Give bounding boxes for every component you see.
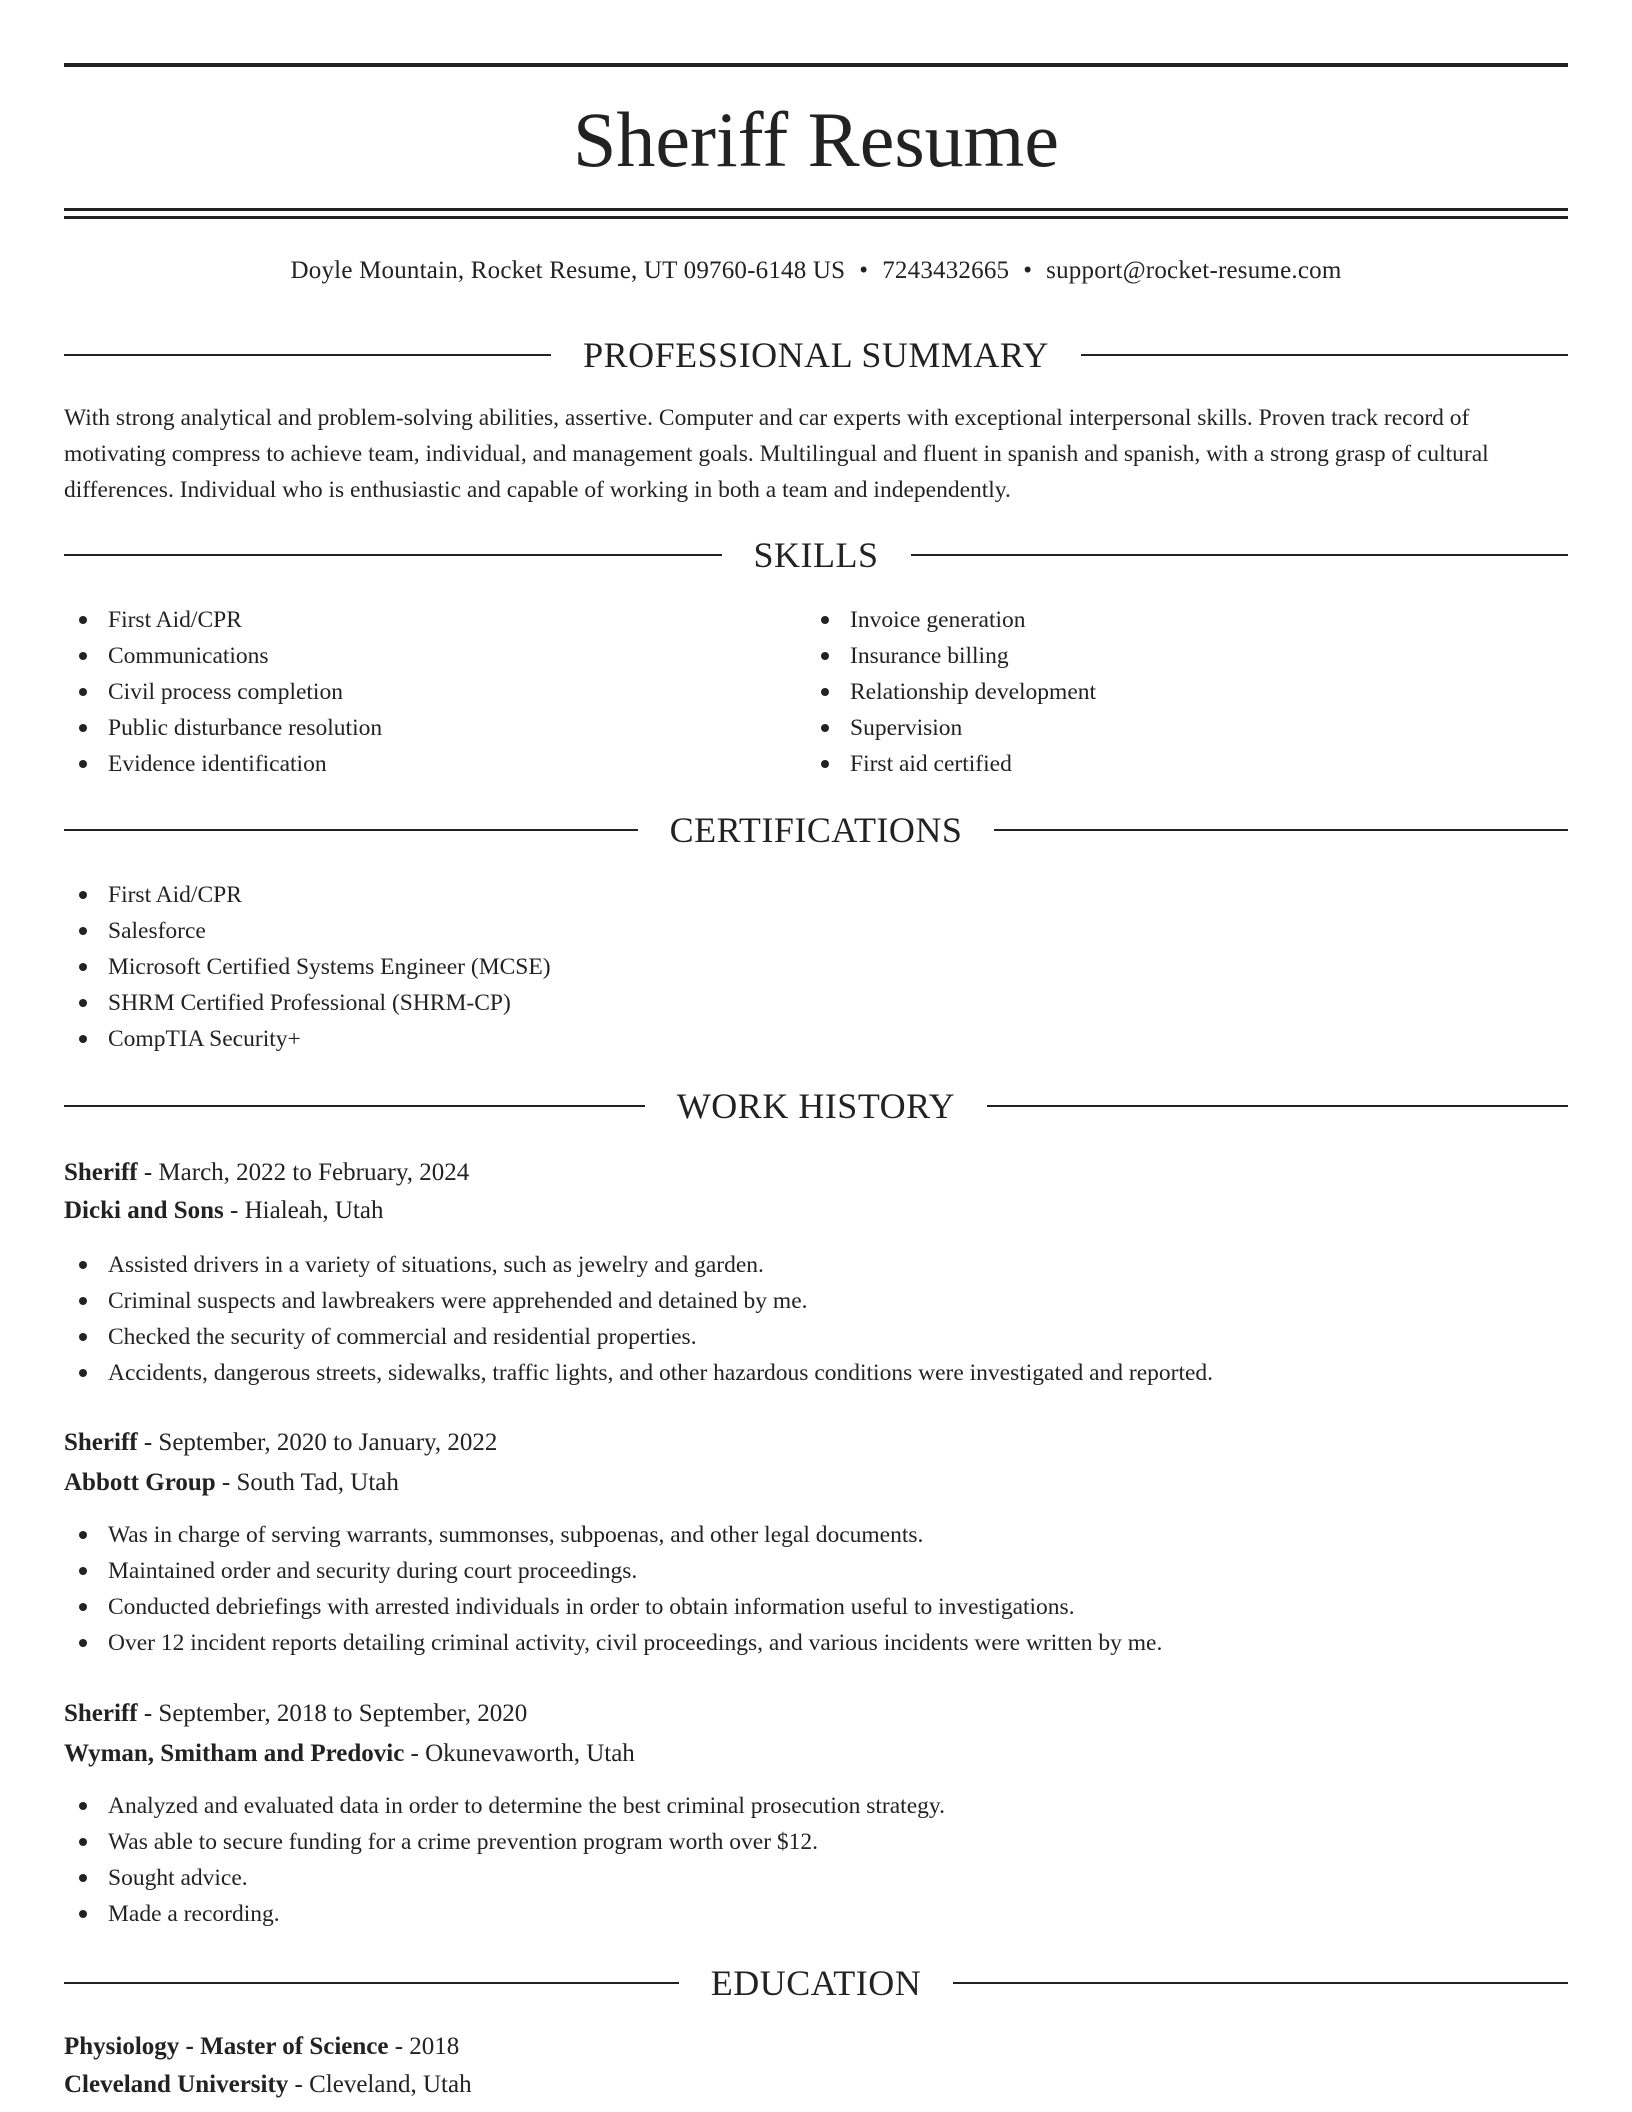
list-item: Conducted debriefings with arrested individuals in order to obtain information useful to investigations. [64,1589,1568,1625]
skills-list-right [806,602,1546,782]
heading-rule-left [64,354,551,356]
company-name: Abbott Group [64,1469,216,1496]
top-rule [64,63,1568,67]
list-item: Accidents, dangerous streets, sidewalks, traffic lights, and other hazardous conditions were investigated and reported. [64,1355,1568,1391]
list-item: CompTIA Security+ [64,1021,1568,1057]
certifications-list [64,877,1568,1057]
section-title: SKILLS [753,535,879,575]
list-item: Relationship development [806,674,1546,710]
list-item: Checked the security of commercial and residential properties. [64,1319,1568,1355]
list-item: First Aid/CPR [64,602,804,638]
job-duties-list [64,1788,1568,1932]
separator-dot: • [1023,257,1033,284]
heading-rule-left [64,1982,679,1984]
job-dates: - September, 2018 to September, 2020 [137,1700,528,1727]
job-dates: - September, 2020 to January, 2022 [137,1429,498,1456]
list-item: Assisted drivers in a variety of situations, such as jewelry and garden. [64,1247,1568,1283]
graduation-year: - 2018 [388,2033,460,2060]
list-item: Was able to secure funding for a crime prevention program worth over $12. [64,1824,1568,1860]
section-heading-work-history [64,1084,1568,1128]
section-title: EDUCATION [710,1963,922,2003]
list-item: Evidence identification [64,746,804,782]
list-item: First Aid/CPR [64,877,1568,913]
job-company-line [64,1736,1568,1772]
heading-rule-right [1081,354,1568,356]
list-item: Insurance billing [806,638,1546,674]
list-item: Made a recording. [64,1896,1568,1932]
list-item: Criminal suspects and lawbreakers were apprehended and detained by me. [64,1283,1568,1319]
list-item: Microsoft Certified Systems Engineer (MCSE) [64,949,1568,985]
list-item: Was in charge of serving warrants, summonses, subpoenas, and other legal documents. [64,1517,1568,1553]
list-item: Maintained order and security during court proceedings. [64,1553,1568,1589]
address: Doyle Mountain, Rocket Resume, UT 09760-6148 US [290,257,846,284]
heading-rule-right [994,829,1568,831]
header-double-rule-bottom [64,216,1568,219]
email: support@rocket-resume.com [1046,257,1342,284]
separator-dot: • [859,257,869,284]
degree: Physiology - Master of Science [64,2033,389,2060]
job-company-line [64,1193,1568,1229]
company-name: Wyman, Smitham and Predovic [64,1740,405,1767]
section-heading-certifications [64,808,1568,852]
job-duties-list [64,1247,1568,1391]
job-title: Sheriff [64,1700,138,1727]
resume-title: Sheriff Resume [573,96,1059,183]
list-item: Public disturbance resolution [64,710,804,746]
list-item: SHRM Certified Professional (SHRM-CP) [64,985,1568,1021]
job-dates: - March, 2022 to February, 2024 [137,1159,470,1186]
job-title-line [64,1425,1568,1461]
section-title: PROFESSIONAL SUMMARY [583,335,1049,375]
section-heading-education [64,1961,1568,2005]
section-heading-summary [64,333,1568,377]
heading-rule-right [953,1982,1568,1984]
list-item: Salesforce [64,913,1568,949]
summary-text: With strong analytical and problem-solving abilities, assertive. Computer and car experts with exceptional interpersonal skills. Proven track record of motivating compress to achieve team, individual, and management goals. Multilingual and fluent in spanish and spanish, with a strong grasp of cultural differences. Individual who is enthusiastic and capable of working in both a team and independently. [64,405,1489,503]
school-name: Cleveland University [64,2071,289,2098]
list-item: Sought advice. [64,1860,1568,1896]
section-title: CERTIFICATIONS [669,810,963,850]
company-location: - Okunevaworth, Utah [404,1740,635,1767]
heading-rule-left [64,829,638,831]
section-title: WORK HISTORY [676,1086,956,1126]
section-heading-skills [64,533,1568,577]
list-item: Analyzed and evaluated data in order to determine the best criminal prosecution strategy. [64,1788,1568,1824]
job-title-line [64,1155,1568,1191]
job-title: Sheriff [64,1159,138,1186]
heading-rule-left [64,554,722,556]
phone: 7243432665 [882,257,1010,284]
list-item: Invoice generation [806,602,1546,638]
header-double-rule-top [64,208,1568,211]
list-item: Over 12 incident reports detailing criminal activity, civil proceedings, and various incidents were written by me. [64,1625,1568,1661]
job-company-line [64,1465,1568,1501]
skills-list-left [64,602,804,782]
list-item: Communications [64,638,804,674]
company-location: - South Tad, Utah [215,1469,399,1496]
school-location: - Cleveland, Utah [288,2071,472,2098]
contact-line [64,254,1568,288]
company-location: - Hialeah, Utah [223,1197,384,1224]
list-item: First aid certified [806,746,1546,782]
heading-rule-right [911,554,1569,556]
list-item: Civil process completion [64,674,804,710]
heading-rule-left [64,1105,645,1107]
heading-rule-right [987,1105,1568,1107]
job-duties-list [64,1517,1568,1661]
job-title-line [64,1696,1568,1732]
job-title: Sheriff [64,1429,138,1456]
list-item: Supervision [806,710,1546,746]
education-degree-line [64,2029,1568,2065]
company-name: Dicki and Sons [64,1197,224,1224]
education-school-line [64,2067,1568,2103]
